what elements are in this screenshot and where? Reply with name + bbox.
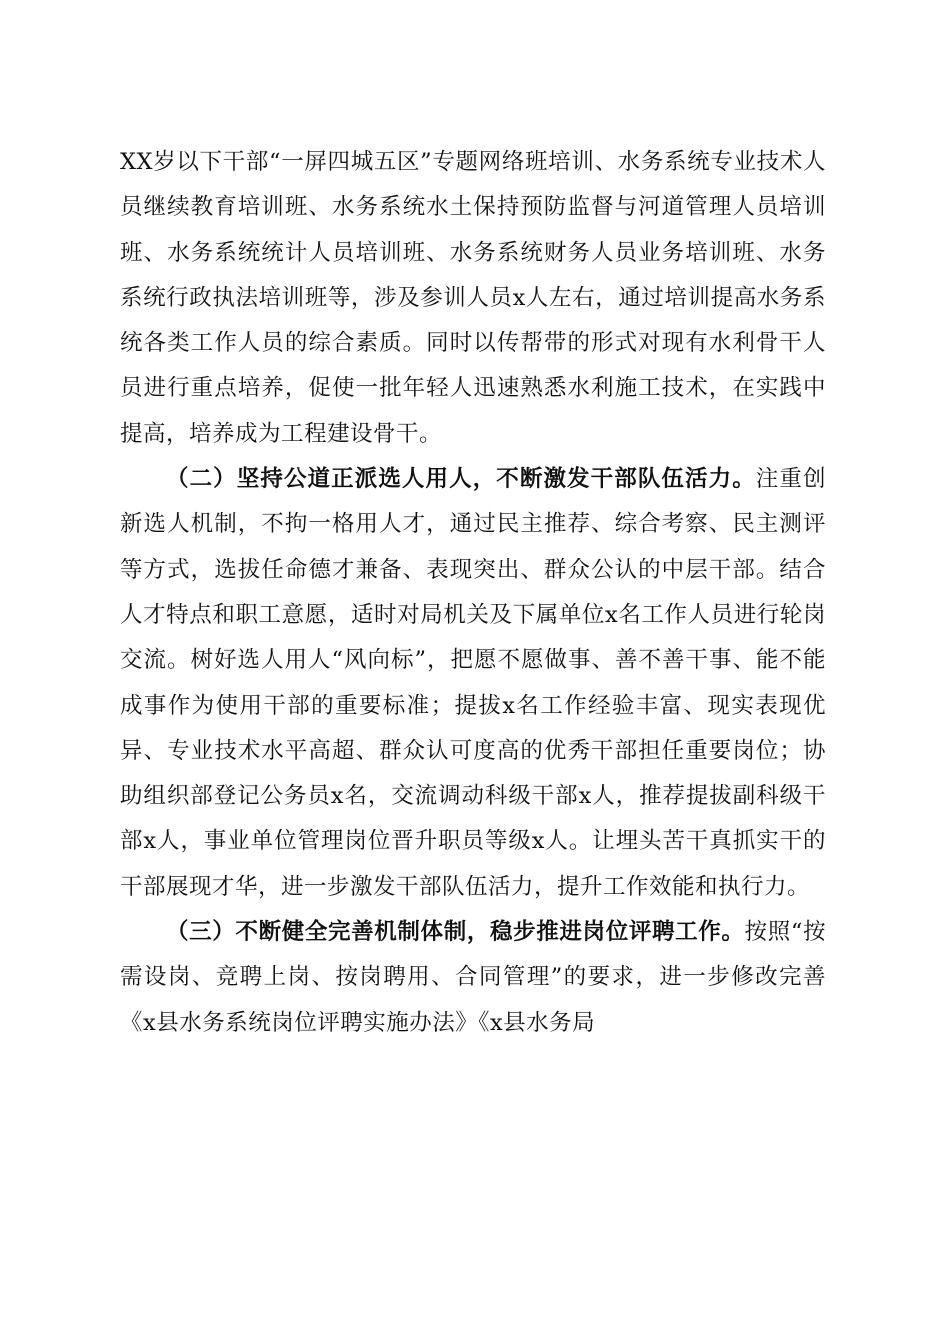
paragraph-text: XX岁以下干部“一屏四城五区”专题网络班培训、水务系统专业技术人员继续教育培训班、水务系统水土保持预防监督与河道管理人员培训班、水务系统统计人员培训班、水务系统财务人员业务培训班、水务系统行政执法培训班等，涉及参训人员x人左右，通过培训提高水务系统各类工作人员的综合素质。同时以传帮带的形式对现有水利骨干人员进行重点培养，促使一批年轻人迅速熟悉水利施工技术，在实践中提高，培养成为工程建设骨干。: [120, 149, 826, 447]
paragraph-post-evaluation: [120, 910, 826, 1046]
paragraph-heading: （三）不断健全完善机制体制，稳步推进岗位评聘工作。: [166, 919, 745, 946]
paragraph-text: 注重创新选人机制，不拘一格用人才，通过民主推荐、综合考察、民主测评等方式，选拔任命德才兼备、表现突出、群众公认的中层干部。结合人才特点和职工意愿，适时对局机关及下属单位x名工作人员进行轮岗交流。树好选人用人“风向标”，把愿不愿做事、善不善干事、能不能成事作为使用干部的重要标准；提拔x名工作经验丰富、现实表现优异、专业技术水平高超、群众认可度高的优秀干部担任重要岗位；协助组织部登记公务员x名，交流调动科级干部x人，推荐提拔副科级干部x人，事业单位管理岗位晋升职员等级x人。让埋头苦干真抓实干的干部展现才华，进一步激发干部队伍活力，提升工作效能和执行力。: [120, 466, 826, 900]
document-body: [120, 140, 826, 1046]
paragraph-cadre-selection: [120, 457, 826, 910]
paragraph-heading: （二）坚持公道正派选人用人，不断激发干部队伍活力。: [166, 466, 756, 493]
paragraph-text: 按照“按需设岗、竞聘上岗、按岗聘用、合同管理”的要求，进一步修改完善《x县水务系统岗位评聘实施办法》《x县水务局: [120, 919, 826, 1036]
paragraph-training: [120, 140, 826, 457]
